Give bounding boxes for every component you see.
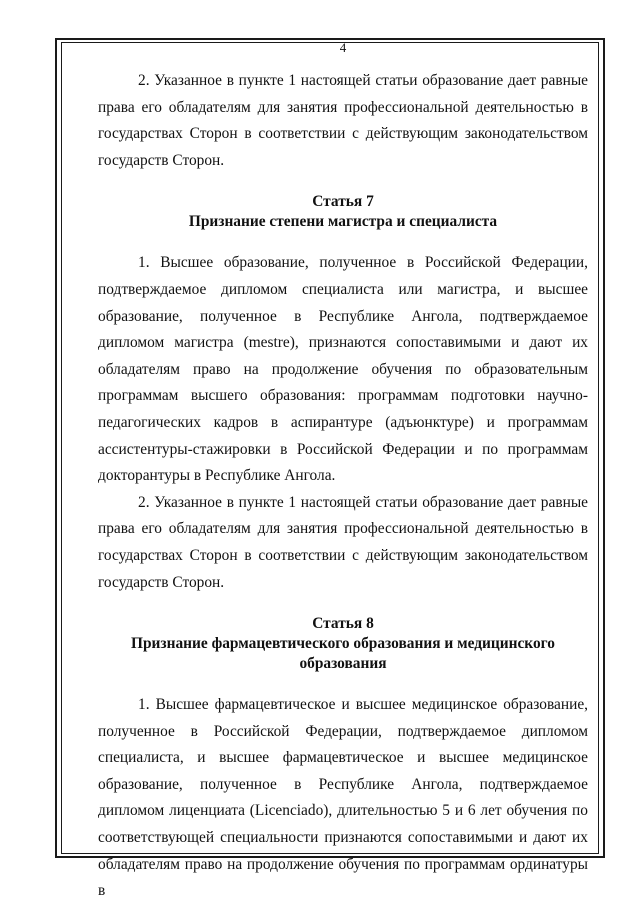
document-body <box>98 40 588 905</box>
article-7-paragraph-1: 1. Высшее образование, полученное в Российской Федерации, подтверждаемое дипломом специалиста или магистра, и высшее образование, полученное в Республике Ангола, подтверждаемое дипломом магистра (mestre), признаются сопоставимыми и дают их обладателям право на продолжение обучения по образовательным программам высшего образования: программам подготовки научно-педагогических кадров в аспирантуре (адъюнктуре) и программам ассистентуры-стажировки в Российской Федерации и по программам докторантуры в Республике Ангола. <box>98 254 588 485</box>
article-8-paragraph-1: 1. Высшее фармацевтическое и высшее медицинское образование, полученное в Российской Федерации, подтверждаемое дипломом специалиста, и высшее фармацевтическое и высшее медицинское образование, полученное в Республике Ангола, подтверждаемое дипломом лиценциата (Licenciado), длительностью 5 и 6 лет обучения по соответствующей специальности признаются сопоставимыми и дают их обладателям право на продолжение обучения по программам ординатуры в <box>98 696 588 900</box>
article-8-heading <box>98 614 588 674</box>
article-8-title: Признание фармацевтического образования и медицинского образования <box>131 635 555 673</box>
article-7-heading <box>98 192 588 232</box>
article-7-number: Статья 7 <box>312 193 374 211</box>
intro-paragraph-2: 2. Указанное в пункте 1 настоящей статьи образование дает равные права его обладателям для занятия профессиональной деятельностью в государствах Сторон в соответствии с действующим законодательством государств Сторон. <box>98 72 588 169</box>
article-8-number: Статья 8 <box>312 615 374 633</box>
article-7-title: Признание степени магистра и специалиста <box>188 213 498 231</box>
article-7-paragraph-2: 2. Указанное в пункте 1 настоящей статьи образование дает равные права его обладателям для занятия профессиональной деятельностью в государствах Сторон в соответствии с действующим законодательством государств Сторон. <box>98 493 588 591</box>
page-number: 4 <box>339 40 347 55</box>
